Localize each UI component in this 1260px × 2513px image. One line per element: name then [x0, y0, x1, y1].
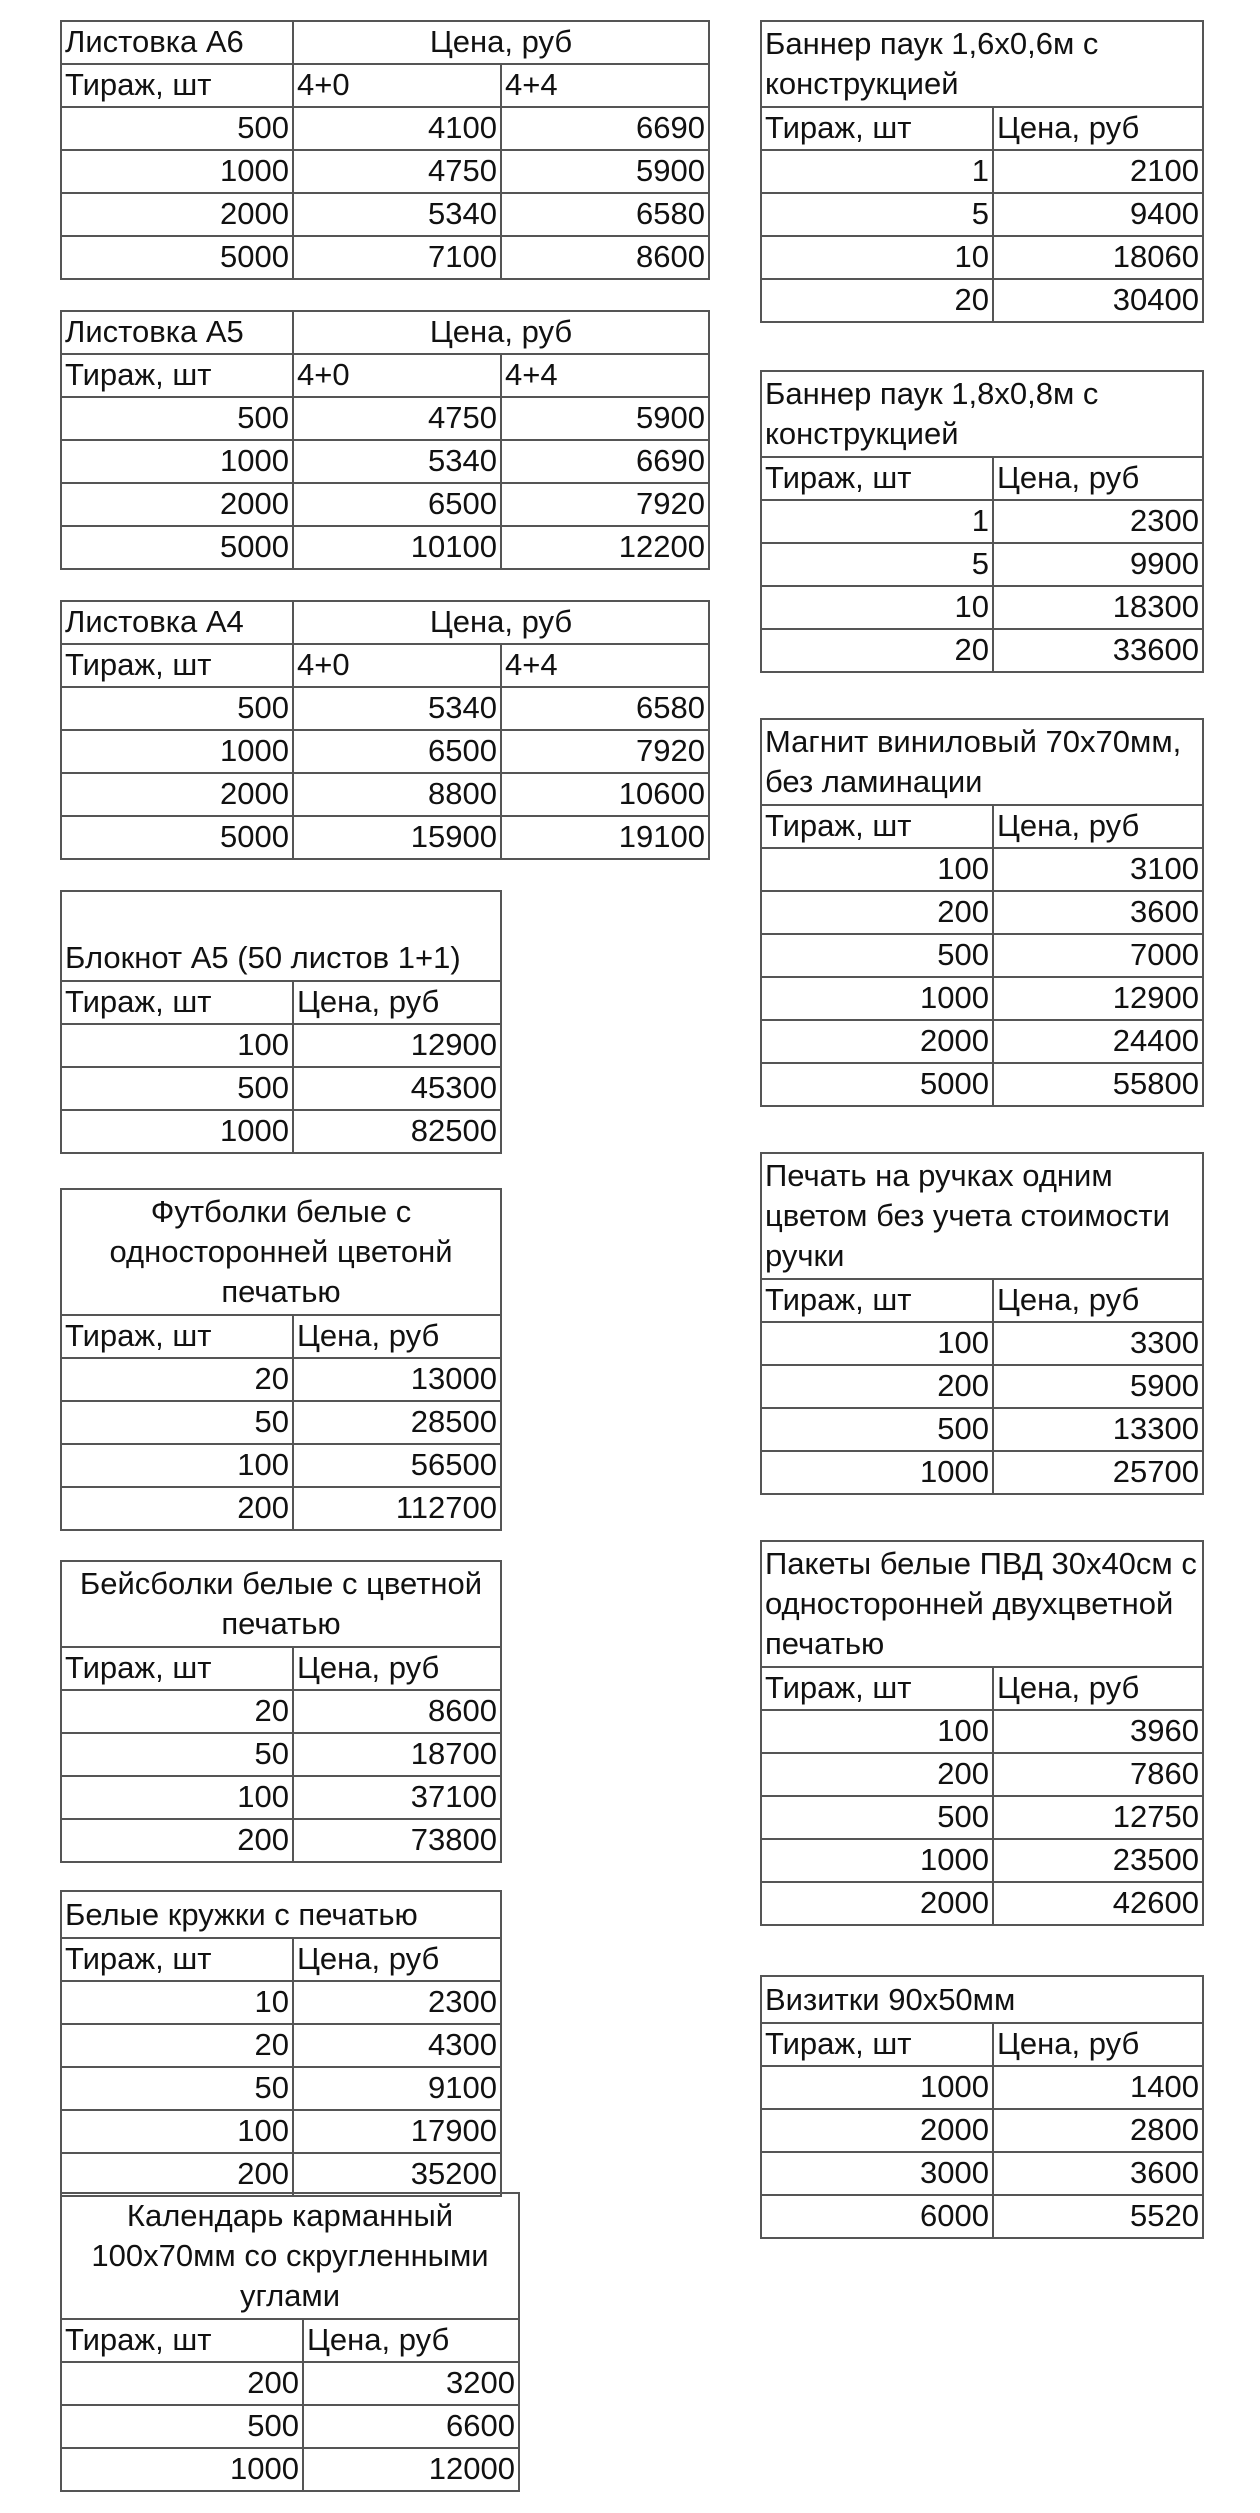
table-row [61, 730, 709, 773]
table-row [761, 1882, 1203, 1925]
mugs-price-table [60, 1890, 502, 2197]
table-row [761, 977, 1203, 1020]
table-row [761, 848, 1203, 891]
quantity-cell: 500 [61, 2405, 303, 2448]
price-cell: 13000 [293, 1358, 501, 1401]
price-4-0-cell: 10100 [293, 526, 501, 569]
price-cell: 9100 [293, 2067, 501, 2110]
table-title-row [761, 371, 1203, 457]
quantity-cell: 50 [61, 1401, 293, 1444]
quantity-cell: 500 [61, 687, 293, 730]
table-row [761, 586, 1203, 629]
table-header-row [761, 805, 1203, 848]
quantity-cell: 3000 [761, 2152, 993, 2195]
price-4-4-cell: 12200 [501, 526, 709, 569]
price-cell: 12900 [293, 1024, 501, 1067]
quantity-cell: 200 [61, 1819, 293, 1862]
quantity-cell: 500 [61, 107, 293, 150]
quantity-cell: 200 [761, 1365, 993, 1408]
table-header-row [61, 21, 709, 64]
price-cell: 33600 [993, 629, 1203, 672]
quantity-cell: 5000 [61, 526, 293, 569]
table-title-row [761, 21, 1203, 107]
price-header: Цена, руб [303, 2319, 519, 2362]
table-title: Блокнот А5 (50 листов 1+1) [61, 891, 501, 981]
price-cell: 42600 [993, 1882, 1203, 1925]
price-4-0-cell: 7100 [293, 236, 501, 279]
caps-price-table [60, 1560, 502, 1863]
price-cell: 12900 [993, 977, 1203, 1020]
table-row [61, 1067, 501, 1110]
price-cell: 7860 [993, 1753, 1203, 1796]
table-header-row [61, 1938, 501, 1981]
table-title-row [761, 719, 1203, 805]
quantity-header: Тираж, шт [61, 1647, 293, 1690]
quantity-cell: 100 [761, 1710, 993, 1753]
table-row [61, 816, 709, 859]
table-title: Бейсболки белые с цветной печатью [61, 1561, 501, 1647]
price-cell: 8600 [293, 1690, 501, 1733]
price-cell: 37100 [293, 1776, 501, 1819]
table-row [761, 543, 1203, 586]
table-row [61, 2448, 519, 2491]
table-row [61, 526, 709, 569]
quantity-cell: 100 [761, 1322, 993, 1365]
table-row [761, 2109, 1203, 2152]
price-cell: 2300 [293, 1981, 501, 2024]
quantity-header: Тираж, шт [761, 2023, 993, 2066]
table-title-row [61, 1189, 501, 1315]
table-row [761, 934, 1203, 977]
price-4-4-cell: 6690 [501, 107, 709, 150]
price-cell: 6600 [303, 2405, 519, 2448]
quantity-cell: 5000 [761, 1063, 993, 1106]
price-cell: 30400 [993, 279, 1203, 322]
price-cell: 25700 [993, 1451, 1203, 1494]
table-header-row [61, 2319, 519, 2362]
price-cell: 3960 [993, 1710, 1203, 1753]
quantity-cell: 2000 [761, 1020, 993, 1063]
quantity-header: Тираж, шт [61, 1315, 293, 1358]
table-title-row [761, 1541, 1203, 1667]
price-4-4-cell: 10600 [501, 773, 709, 816]
price-header: Цена, руб [993, 107, 1203, 150]
table-row [61, 1401, 501, 1444]
price-header: Цена, руб [993, 805, 1203, 848]
quantity-header: Тираж, шт [61, 64, 293, 107]
table-header-row [61, 311, 709, 354]
pen-print-price-table [760, 1152, 1204, 1495]
table-row [61, 687, 709, 730]
quantity-cell: 5 [761, 193, 993, 236]
table-row [761, 1753, 1203, 1796]
table-title-row [61, 891, 501, 981]
quantity-cell: 500 [761, 934, 993, 977]
price-cell: 4300 [293, 2024, 501, 2067]
quantity-cell: 10 [761, 586, 993, 629]
price-cell: 35200 [293, 2153, 501, 2196]
vinyl-magnet-price-table [760, 718, 1204, 1107]
quantity-cell: 50 [61, 2067, 293, 2110]
quantity-cell: 500 [761, 1796, 993, 1839]
price-cell: 7000 [993, 934, 1203, 977]
quantity-cell: 1000 [761, 1451, 993, 1494]
quantity-cell: 2000 [61, 193, 293, 236]
table-title: Календарь карманный 100х70мм со скругленными углами [61, 2193, 519, 2319]
quantity-cell: 100 [61, 2110, 293, 2153]
quantity-cell: 1 [761, 150, 993, 193]
price-header: Цена, руб [293, 981, 501, 1024]
table-row [61, 2067, 501, 2110]
table-title: Белые кружки с печатью [61, 1891, 501, 1938]
price-cell: 2100 [993, 150, 1203, 193]
price-cell: 3600 [993, 891, 1203, 934]
quantity-header: Тираж, шт [761, 1279, 993, 1322]
banner-spider-16-price-table [760, 20, 1204, 323]
print-4-0-header: 4+0 [293, 64, 501, 107]
table-header-row [761, 457, 1203, 500]
price-cell: 28500 [293, 1401, 501, 1444]
price-cell: 12000 [303, 2448, 519, 2491]
price-cell: 12750 [993, 1796, 1203, 1839]
price-cell: 18060 [993, 236, 1203, 279]
table-row [61, 2362, 519, 2405]
price-cell: 3600 [993, 2152, 1203, 2195]
table-title-row [61, 1891, 501, 1938]
price-4-4-cell: 6690 [501, 440, 709, 483]
table-subheader-row [61, 354, 709, 397]
table-title-row [61, 2193, 519, 2319]
price-header: Цена, руб [993, 457, 1203, 500]
table-row [761, 279, 1203, 322]
table-row [61, 2110, 501, 2153]
quantity-cell: 100 [61, 1776, 293, 1819]
table-row [61, 773, 709, 816]
table-title: Печать на ручках одним цветом без учета стоимости ручки [761, 1153, 1203, 1279]
price-4-4-cell: 5900 [501, 397, 709, 440]
table-row [761, 2152, 1203, 2195]
table-row [61, 2024, 501, 2067]
quantity-cell: 2000 [761, 1882, 993, 1925]
table-row [61, 1024, 501, 1067]
price-4-4-cell: 8600 [501, 236, 709, 279]
price-header: Цена, руб [993, 1279, 1203, 1322]
table-row [761, 1365, 1203, 1408]
table-title: Визитки 90х50мм [761, 1976, 1203, 2023]
table-row [761, 150, 1203, 193]
quantity-cell: 2000 [61, 483, 293, 526]
pvd-bags-price-table [760, 1540, 1204, 1926]
business-cards-price-table [760, 1975, 1204, 2239]
table-title-row [61, 1561, 501, 1647]
price-header: Цена, руб [293, 1938, 501, 1981]
table-title: Футболки белые с односторонней цветонй печатью [61, 1189, 501, 1315]
table-row [61, 1819, 501, 1862]
leaflet-a5-price-table [60, 310, 710, 570]
table-row [61, 397, 709, 440]
quantity-header: Тираж, шт [61, 981, 293, 1024]
table-row [61, 1487, 501, 1530]
price-4-0-cell: 8800 [293, 773, 501, 816]
leaflet-a4-price-table [60, 600, 710, 860]
price-4-0-cell: 4100 [293, 107, 501, 150]
quantity-cell: 1 [761, 500, 993, 543]
table-title: Пакеты белые ПВД 30х40см с односторонней двухцветной печатью [761, 1541, 1203, 1667]
table-subheader-row [61, 64, 709, 107]
quantity-cell: 200 [761, 1753, 993, 1796]
price-4-0-cell: 15900 [293, 816, 501, 859]
quantity-cell: 100 [761, 848, 993, 891]
price-cell: 2300 [993, 500, 1203, 543]
price-header: Цена, руб [293, 1315, 501, 1358]
quantity-cell: 20 [761, 279, 993, 322]
quantity-cell: 5 [761, 543, 993, 586]
quantity-header: Тираж, шт [761, 457, 993, 500]
price-4-0-cell: 6500 [293, 730, 501, 773]
price-cell: 73800 [293, 1819, 501, 1862]
price-header: Цена, руб [293, 1647, 501, 1690]
quantity-cell: 2000 [761, 2109, 993, 2152]
table-title: Баннер паук 1,8х0,8м с конструкцией [761, 371, 1203, 457]
quantity-cell: 5000 [61, 236, 293, 279]
price-header: Цена, руб [993, 1667, 1203, 1710]
quantity-cell: 1000 [61, 150, 293, 193]
table-title: Листовка А6 [61, 21, 293, 64]
quantity-cell: 200 [61, 2362, 303, 2405]
table-header-row [61, 1315, 501, 1358]
table-row [761, 2066, 1203, 2109]
price-cell: 23500 [993, 1839, 1203, 1882]
price-4-0-cell: 4750 [293, 397, 501, 440]
quantity-cell: 10 [61, 1981, 293, 2024]
table-header-row [761, 1667, 1203, 1710]
table-row [761, 891, 1203, 934]
table-header-row [61, 601, 709, 644]
price-header: Цена, руб [293, 21, 709, 64]
table-row [61, 1733, 501, 1776]
table-row [61, 2153, 501, 2196]
price-4-4-cell: 5900 [501, 150, 709, 193]
table-row [761, 1710, 1203, 1753]
price-4-0-cell: 5340 [293, 440, 501, 483]
table-row [61, 1776, 501, 1819]
price-cell: 18700 [293, 1733, 501, 1776]
table-title: Баннер паук 1,6х0,6м с конструкцией [761, 21, 1203, 107]
quantity-cell: 2000 [61, 773, 293, 816]
table-header-row [761, 2023, 1203, 2066]
table-row [61, 107, 709, 150]
price-cell: 5520 [993, 2195, 1203, 2238]
table-row [61, 483, 709, 526]
quantity-cell: 20 [61, 1690, 293, 1733]
price-4-4-cell: 19100 [501, 816, 709, 859]
table-row [761, 1451, 1203, 1494]
price-cell: 5900 [993, 1365, 1203, 1408]
quantity-header: Тираж, шт [61, 1938, 293, 1981]
price-cell: 2800 [993, 2109, 1203, 2152]
price-cell: 56500 [293, 1444, 501, 1487]
quantity-cell: 200 [761, 891, 993, 934]
table-title: Магнит виниловый 70х70мм, без ламинации [761, 719, 1203, 805]
quantity-cell: 100 [61, 1444, 293, 1487]
table-row [761, 2195, 1203, 2238]
quantity-cell: 20 [761, 629, 993, 672]
banner-spider-18-price-table [760, 370, 1204, 673]
price-4-4-cell: 7920 [501, 483, 709, 526]
price-header: Цена, руб [293, 601, 709, 644]
price-header: Цена, руб [993, 2023, 1203, 2066]
table-row [761, 1063, 1203, 1106]
price-cell: 55800 [993, 1063, 1203, 1106]
price-cell: 24400 [993, 1020, 1203, 1063]
price-4-0-cell: 5340 [293, 687, 501, 730]
price-header: Цена, руб [293, 311, 709, 354]
price-4-0-cell: 5340 [293, 193, 501, 236]
price-cell: 112700 [293, 1487, 501, 1530]
price-cell: 18300 [993, 586, 1203, 629]
quantity-header: Тираж, шт [761, 107, 993, 150]
quantity-cell: 10 [761, 236, 993, 279]
quantity-cell: 5000 [61, 816, 293, 859]
quantity-cell: 100 [61, 1024, 293, 1067]
table-row [761, 236, 1203, 279]
price-4-0-cell: 6500 [293, 483, 501, 526]
table-row [61, 1690, 501, 1733]
quantity-header: Тираж, шт [761, 1667, 993, 1710]
quantity-cell: 1000 [761, 977, 993, 1020]
leaflet-a6-price-table [60, 20, 710, 280]
table-row [61, 193, 709, 236]
table-row [761, 500, 1203, 543]
print-4-4-header: 4+4 [501, 64, 709, 107]
quantity-cell: 1000 [761, 1839, 993, 1882]
quantity-cell: 50 [61, 1733, 293, 1776]
table-header-row [61, 1647, 501, 1690]
table-title: Листовка А4 [61, 601, 293, 644]
quantity-cell: 1000 [61, 2448, 303, 2491]
table-subheader-row [61, 644, 709, 687]
quantity-cell: 1000 [61, 730, 293, 773]
table-row [61, 440, 709, 483]
price-cell: 3100 [993, 848, 1203, 891]
price-4-4-cell: 6580 [501, 193, 709, 236]
price-cell: 17900 [293, 2110, 501, 2153]
price-cell: 82500 [293, 1110, 501, 1153]
table-row [761, 1796, 1203, 1839]
price-cell: 3300 [993, 1322, 1203, 1365]
table-row [61, 1444, 501, 1487]
price-4-4-cell: 6580 [501, 687, 709, 730]
table-header-row [761, 107, 1203, 150]
table-header-row [61, 981, 501, 1024]
quantity-cell: 6000 [761, 2195, 993, 2238]
quantity-cell: 200 [61, 1487, 293, 1530]
price-cell: 3200 [303, 2362, 519, 2405]
price-cell: 13300 [993, 1408, 1203, 1451]
price-4-0-cell: 4750 [293, 150, 501, 193]
table-title-row [761, 1976, 1203, 2023]
quantity-cell: 200 [61, 2153, 293, 2196]
print-4-4-header: 4+4 [501, 644, 709, 687]
table-row [761, 1839, 1203, 1882]
quantity-header: Тираж, шт [61, 354, 293, 397]
quantity-cell: 20 [61, 1358, 293, 1401]
quantity-header: Тираж, шт [61, 2319, 303, 2362]
tshirts-price-table [60, 1188, 502, 1531]
table-row [761, 193, 1203, 236]
quantity-cell: 1000 [61, 1110, 293, 1153]
table-row [761, 1020, 1203, 1063]
table-row [61, 2405, 519, 2448]
table-row [761, 1408, 1203, 1451]
price-cell: 45300 [293, 1067, 501, 1110]
quantity-header: Тираж, шт [61, 644, 293, 687]
quantity-cell: 20 [61, 2024, 293, 2067]
quantity-cell: 1000 [61, 440, 293, 483]
quantity-cell: 500 [61, 397, 293, 440]
table-title-row [761, 1153, 1203, 1279]
table-row [61, 1110, 501, 1153]
table-row [61, 150, 709, 193]
table-row [761, 1322, 1203, 1365]
notepad-a5-price-table [60, 890, 502, 1154]
price-cell: 9900 [993, 543, 1203, 586]
print-4-4-header: 4+4 [501, 354, 709, 397]
quantity-cell: 500 [61, 1067, 293, 1110]
price-cell: 1400 [993, 2066, 1203, 2109]
table-title: Листовка А5 [61, 311, 293, 354]
price-cell: 9400 [993, 193, 1203, 236]
quantity-cell: 1000 [761, 2066, 993, 2109]
print-4-0-header: 4+0 [293, 354, 501, 397]
print-4-0-header: 4+0 [293, 644, 501, 687]
pocket-calendar-price-table [60, 2192, 520, 2492]
price-4-4-cell: 7920 [501, 730, 709, 773]
quantity-cell: 500 [761, 1408, 993, 1451]
table-row [61, 236, 709, 279]
quantity-header: Тираж, шт [761, 805, 993, 848]
table-header-row [761, 1279, 1203, 1322]
table-row [61, 1358, 501, 1401]
table-row [761, 629, 1203, 672]
table-row [61, 1981, 501, 2024]
